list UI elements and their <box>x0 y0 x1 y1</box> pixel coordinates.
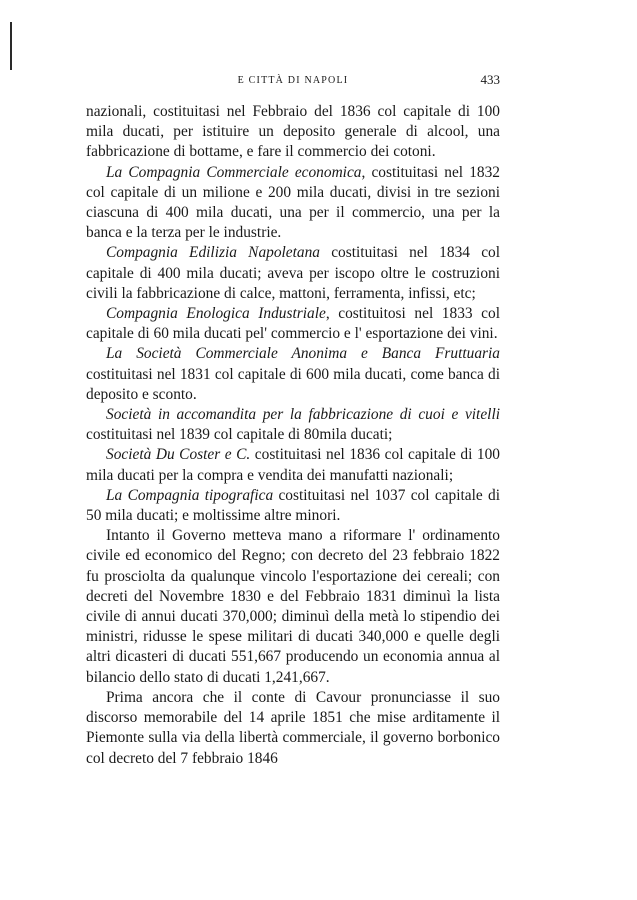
running-head: E CITTÀ DI NAPOLI <box>237 75 349 86</box>
text-segment: costituitasi nel 1834 col capitale di 400 mila ducati; aveva per iscopo oltre le costruzioni civili la fabbricazione di calce, mattoni, ferramenta, infissi, etc; <box>86 244 500 302</box>
company-name: Compagnia Edilizia Napoletana <box>106 244 320 262</box>
company-name: La Società Commerciale Anonima e Banca Fruttuaria <box>106 345 500 363</box>
body-text <box>86 102 500 769</box>
company-name: Società in accomandita per la fabbricazione di cuoi e vitelli <box>106 406 500 424</box>
text-segment: Intanto il Governo metteva mano a riformare l' ordinamento civile ed economico del Regno; con decreto del 23 febbraio 1822 fu prosciolta da qualunque vincolo l'esportazione dei cereali; con decreti del Novembre 1830 e del Febbraio 1831 diminuì la lista civile di annui ducati 370,000; diminuì della metà lo stipendio dei ministri, ridusse le spese militari di ducati 340,000 e quelle degli altri dicasteri di ducati 551,667 producendo un economia annua al bilancio dello stato di ducati 1,241,667. <box>86 527 500 686</box>
paragraph <box>86 486 500 526</box>
text-segment: Prima ancora che il conte di Cavour pronunciasse il suo discorso memorabile del 14 aprile 1851 che mise arditamente il Piemonte sulla via della libertà commerciale, il governo borbonico col decreto del 7 febbraio 1846 <box>86 688 500 767</box>
paragraph <box>86 102 500 163</box>
paragraph <box>86 344 500 405</box>
company-name: Compagnia Enologica Industriale <box>106 305 326 323</box>
company-name: La Compagnia tipografica <box>106 486 274 504</box>
page-header <box>86 72 500 92</box>
company-name: La Compagnia Commerciale economica <box>106 163 362 181</box>
page-edge-mark <box>10 22 12 70</box>
paragraph <box>86 526 500 688</box>
text-segment: costituitasi nel 1831 col capitale di 600 mila ducati, come banca di deposito e sconto. <box>86 365 500 403</box>
paragraph <box>86 304 500 344</box>
text-segment: , costituitosi nel 1833 col capitale di 60 mila ducati pel' commercio e l' esportazione dei vini. <box>86 305 500 343</box>
paragraph <box>86 445 500 485</box>
paragraph <box>86 405 500 445</box>
page-number: 433 <box>480 72 500 87</box>
text-segment: , costituitasi nel 1832 col capitale di un milione e 200 mila ducati, divisi in tre sezioni ciascuna di 400 mila ducati, una per il commercio, una per la banca e la terza per le industrie. <box>86 163 500 242</box>
paragraph <box>86 243 500 304</box>
company-name: Società Du Coster e C. <box>106 446 251 464</box>
text-segment: costituitasi nel 1839 col capitale di 80mila ducati; <box>86 426 393 444</box>
paragraph <box>86 163 500 244</box>
text-segment: costituitasi nel 1836 col capitale di 100 mila ducati per la compra e vendita dei manufatti nazionali; <box>86 446 500 484</box>
text-segment: nazionali, costituitasi nel Febbraio del 1836 col capitale di 100 mila ducati, per istituire un deposito generale di alcool, una fabbricazione di bottame, e fare il commercio dei cotoni. <box>86 103 500 161</box>
paragraph <box>86 688 500 769</box>
text-segment: costituitasi nel 1037 col capitale di 50 mila ducati; e moltissime altre minori. <box>86 486 500 525</box>
